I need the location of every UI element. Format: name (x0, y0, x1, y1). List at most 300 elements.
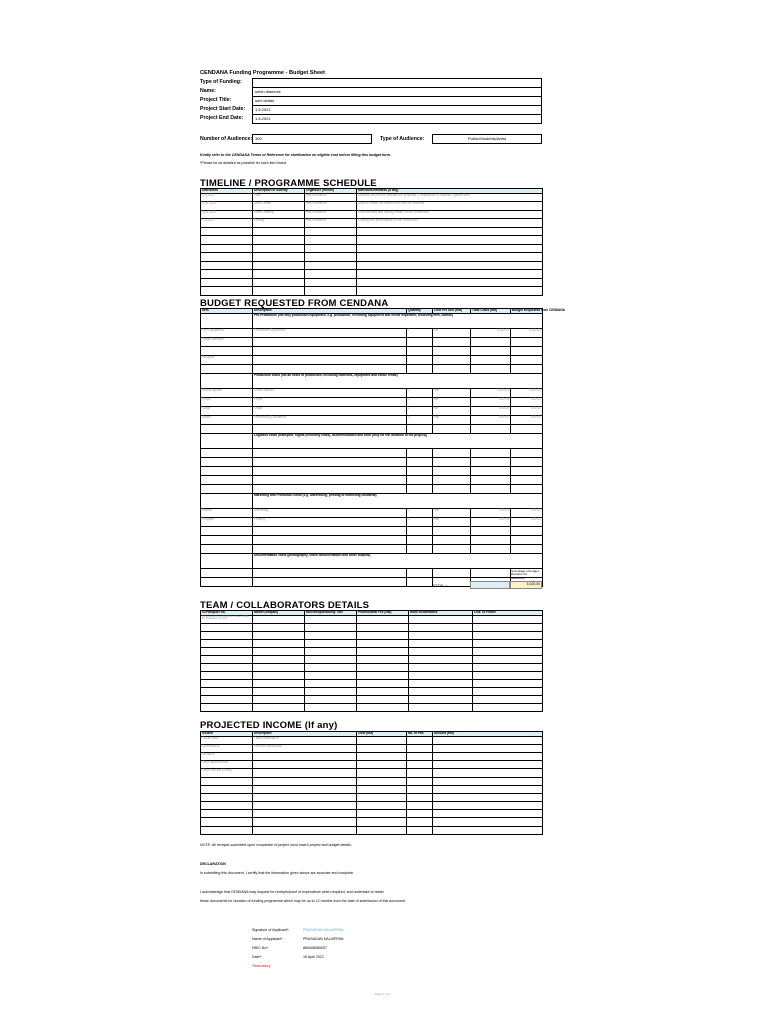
budget-cell[interactable] (471, 535, 511, 544)
team-cell[interactable] (357, 623, 409, 631)
income-cell[interactable]: Sponsorship (201, 744, 253, 752)
budget-cell[interactable] (407, 475, 433, 484)
applicant-name-value[interactable]: PRASADAN KALIAPPAN (303, 937, 344, 941)
budget-cell[interactable] (471, 448, 511, 457)
team-cell[interactable] (357, 695, 409, 703)
team-cell[interactable] (201, 679, 253, 687)
income-cell[interactable] (433, 777, 543, 785)
budget-cell[interactable] (407, 424, 433, 433)
team-cell[interactable] (253, 679, 305, 687)
budget-cell[interactable]: 300.00 (471, 508, 511, 517)
budget-cell[interactable]: 500.00 (511, 406, 543, 415)
budget-cell[interactable] (407, 484, 433, 493)
budget-cell[interactable]: 500.00 (511, 415, 543, 424)
budget-cell[interactable] (201, 466, 253, 475)
income-cell[interactable] (201, 777, 253, 785)
budget-cell[interactable] (511, 448, 543, 457)
budget-cell[interactable]: Props (201, 397, 253, 406)
team-cell[interactable] (305, 639, 357, 647)
team-cell[interactable] (409, 679, 473, 687)
budget-cell[interactable] (253, 544, 407, 553)
income-cell[interactable] (253, 777, 357, 785)
budget-cell[interactable]: 300.00 (471, 517, 511, 526)
budget-cell[interactable] (407, 364, 433, 373)
budget-cell[interactable] (201, 568, 253, 577)
income-cell[interactable] (433, 744, 543, 752)
income-cell[interactable] (201, 793, 253, 801)
budget-cell[interactable]: 500.00 (471, 397, 511, 406)
team-cell[interactable] (357, 647, 409, 655)
budget-cell[interactable] (433, 466, 471, 475)
income-cell[interactable] (253, 793, 357, 801)
income-cell[interactable] (201, 826, 253, 834)
timeline-cell[interactable] (253, 270, 305, 279)
nric-value[interactable]: 860408085007 (303, 946, 327, 950)
team-cell[interactable] (201, 623, 253, 631)
budget-cell[interactable] (471, 364, 511, 373)
team-cell[interactable] (201, 655, 253, 663)
income-cell[interactable] (433, 769, 543, 777)
income-cell[interactable] (201, 802, 253, 810)
team-cell[interactable] (253, 623, 305, 631)
budget-cell[interactable]: 500.00 (471, 406, 511, 415)
timeline-cell[interactable] (253, 278, 305, 287)
budget-cell[interactable] (433, 364, 471, 373)
budget-cell[interactable]: Fee Equipment (201, 328, 253, 337)
team-cell[interactable] (409, 671, 473, 679)
budget-cell[interactable] (407, 448, 433, 457)
budget-cell[interactable]: Space (201, 415, 253, 424)
income-cell[interactable] (407, 777, 433, 785)
budget-cell[interactable] (253, 457, 407, 466)
budget-cell[interactable]: 1,000.00 (471, 328, 511, 337)
budget-cell[interactable] (471, 475, 511, 484)
budget-cell[interactable] (471, 484, 511, 493)
timeline-cell[interactable]: sebin dianenis (305, 193, 357, 202)
income-cell[interactable] (407, 802, 433, 810)
income-cell[interactable] (357, 810, 407, 818)
team-cell[interactable] (305, 687, 357, 695)
timeline-cell[interactable] (253, 261, 305, 270)
budget-cell[interactable]: 1 (407, 328, 433, 337)
budget-cell[interactable] (407, 466, 433, 475)
timeline-cell[interactable] (357, 270, 543, 279)
income-cell[interactable] (357, 802, 407, 810)
budget-cell[interactable] (253, 424, 407, 433)
budget-cell[interactable] (201, 346, 253, 355)
income-cell[interactable] (357, 769, 407, 777)
budget-cell[interactable]: unit (433, 388, 471, 397)
budget-cell[interactable] (253, 337, 407, 346)
budget-cell[interactable]: set (433, 397, 471, 406)
team-cell[interactable] (357, 655, 409, 663)
budget-cell[interactable] (433, 457, 471, 466)
budget-cell[interactable] (433, 475, 471, 484)
budget-cell[interactable] (511, 424, 543, 433)
income-cell[interactable]: Other income (if any) (201, 769, 253, 777)
budget-cell[interactable] (471, 457, 511, 466)
timeline-cell[interactable] (357, 244, 543, 253)
budget-cell[interactable] (253, 466, 407, 475)
timeline-cell[interactable] (357, 287, 543, 296)
budget-cell[interactable] (471, 568, 511, 577)
income-cell[interactable]: Donation (201, 752, 253, 760)
budget-cell[interactable] (511, 364, 543, 373)
income-cell[interactable]: Ticket sales (201, 736, 253, 744)
budget-cell[interactable]: Stage (201, 406, 253, 415)
budget-cell[interactable] (433, 568, 471, 577)
team-cell[interactable] (253, 655, 305, 663)
budget-cell[interactable]: Printing (253, 517, 407, 526)
income-cell[interactable] (433, 802, 543, 810)
timeline-cell[interactable]: 20.6.2021 (201, 210, 253, 219)
budget-cell[interactable] (471, 355, 511, 364)
income-cell[interactable] (357, 785, 407, 793)
budget-cell[interactable]: 1 (407, 388, 433, 397)
income-cell[interactable] (433, 785, 543, 793)
budget-cell[interactable] (511, 466, 543, 475)
income-cell[interactable] (433, 736, 543, 744)
budget-cell[interactable] (201, 424, 253, 433)
timeline-cell[interactable] (253, 227, 305, 236)
income-cell[interactable] (357, 793, 407, 801)
team-cell[interactable] (201, 687, 253, 695)
income-cell[interactable]: Sponsor description (253, 744, 357, 752)
budget-cell[interactable] (433, 424, 471, 433)
income-cell[interactable] (433, 761, 543, 769)
budget-cell[interactable] (253, 346, 407, 355)
budget-cell[interactable] (201, 544, 253, 553)
income-cell[interactable] (407, 736, 433, 744)
team-cell[interactable] (409, 639, 473, 647)
timeline-cell[interactable] (201, 287, 253, 296)
income-cell[interactable] (357, 826, 407, 834)
team-cell[interactable] (357, 615, 409, 623)
budget-cell[interactable]: 300.00 (511, 517, 543, 526)
budget-cell[interactable] (511, 346, 543, 355)
team-cell[interactable] (253, 663, 305, 671)
budget-cell[interactable]: unit (433, 415, 471, 424)
timeline-cell[interactable] (201, 278, 253, 287)
budget-cell[interactable] (253, 364, 407, 373)
budget-cell[interactable]: 1,000.00 (511, 328, 543, 337)
income-cell[interactable]: Ticket description (253, 736, 357, 744)
team-cell[interactable] (473, 663, 543, 671)
income-cell[interactable] (201, 810, 253, 818)
budget-cell[interactable] (471, 337, 511, 346)
team-cell[interactable] (473, 647, 543, 655)
income-cell[interactable]: Other sponsorship (201, 761, 253, 769)
budget-cell[interactable] (433, 355, 471, 364)
income-cell[interactable] (407, 752, 433, 760)
timeline-cell[interactable] (305, 287, 357, 296)
timeline-cell[interactable] (305, 227, 357, 236)
timeline-cell[interactable] (305, 244, 357, 253)
team-cell[interactable] (253, 615, 305, 623)
budget-cell[interactable] (253, 535, 407, 544)
budget-cell[interactable] (407, 337, 433, 346)
budget-cell[interactable]: Stage (253, 406, 407, 415)
team-cell[interactable] (473, 631, 543, 639)
team-cell[interactable]: [If the person is an individual, please include the IC/Passport number] (201, 615, 253, 623)
budget-cell[interactable]: Production Equipment (253, 328, 407, 337)
timeline-cell[interactable]: Start to create the sample and test for outcome (357, 202, 543, 211)
budget-cell[interactable] (201, 577, 253, 586)
budget-cell[interactable] (201, 484, 253, 493)
team-cell[interactable] (253, 639, 305, 647)
team-cell[interactable] (473, 695, 543, 703)
budget-cell[interactable] (511, 337, 543, 346)
budget-cell[interactable] (253, 577, 407, 586)
timeline-cell[interactable] (201, 261, 253, 270)
budget-cell[interactable]: 2,000.00 (511, 388, 543, 397)
budget-cell[interactable] (407, 577, 433, 586)
budget-cell[interactable] (511, 475, 543, 484)
team-cell[interactable] (305, 623, 357, 631)
team-cell[interactable] (473, 703, 543, 711)
income-cell[interactable] (433, 810, 543, 818)
timeline-cell[interactable] (357, 253, 543, 262)
budget-cell[interactable] (253, 355, 407, 364)
timeline-cell[interactable] (253, 236, 305, 245)
timeline-cell[interactable] (305, 253, 357, 262)
budget-cell[interactable] (511, 535, 543, 544)
team-cell[interactable] (357, 663, 409, 671)
team-cell[interactable] (473, 655, 543, 663)
budget-cell[interactable]: 1 (407, 406, 433, 415)
timeline-cell[interactable] (357, 236, 543, 245)
budget-cell[interactable]: Designer (201, 355, 253, 364)
team-cell[interactable] (409, 695, 473, 703)
budget-cell[interactable] (511, 484, 543, 493)
budget-cell[interactable] (407, 544, 433, 553)
income-cell[interactable] (201, 785, 253, 793)
timeline-cell[interactable] (201, 270, 253, 279)
income-cell[interactable] (357, 818, 407, 826)
timeline-cell[interactable]: Plan (253, 193, 305, 202)
timeline-cell[interactable] (253, 244, 305, 253)
team-cell[interactable] (253, 647, 305, 655)
team-cell[interactable] (409, 647, 473, 655)
team-cell[interactable] (253, 671, 305, 679)
budget-cell[interactable]: Sound system (253, 388, 407, 397)
timeline-cell[interactable]: 1.5.2021 (201, 193, 253, 202)
income-cell[interactable] (201, 818, 253, 826)
team-cell[interactable] (409, 687, 473, 695)
budget-cell[interactable] (511, 355, 543, 364)
budget-cell[interactable]: 500.00 (511, 397, 543, 406)
team-cell[interactable] (357, 639, 409, 647)
budget-cell[interactable]: 1 (407, 397, 433, 406)
budget-cell[interactable] (433, 484, 471, 493)
team-cell[interactable] (305, 703, 357, 711)
team-cell[interactable] (201, 663, 253, 671)
income-cell[interactable] (357, 761, 407, 769)
budget-cell[interactable] (511, 457, 543, 466)
team-cell[interactable] (357, 679, 409, 687)
budget-cell[interactable]: unit (433, 517, 471, 526)
budget-cell[interactable]: 300.00 (511, 508, 543, 517)
budget-cell[interactable] (511, 526, 543, 535)
team-cell[interactable] (305, 631, 357, 639)
income-cell[interactable] (407, 769, 433, 777)
income-cell[interactable] (253, 769, 357, 777)
timeline-cell[interactable] (253, 287, 305, 296)
team-cell[interactable] (473, 679, 543, 687)
budget-cell[interactable]: 1 (407, 415, 433, 424)
team-cell[interactable] (253, 687, 305, 695)
team-cell[interactable] (357, 671, 409, 679)
team-cell[interactable] (473, 639, 543, 647)
income-cell[interactable] (433, 752, 543, 760)
timeline-cell[interactable] (305, 236, 357, 245)
team-cell[interactable] (305, 615, 357, 623)
team-cell[interactable] (357, 687, 409, 695)
header-field-input[interactable] (252, 78, 542, 88)
budget-cell[interactable] (201, 448, 253, 457)
team-cell[interactable] (201, 639, 253, 647)
budget-cell[interactable] (471, 424, 511, 433)
timeline-cell[interactable]: Start Creating (253, 210, 305, 219)
timeline-cell[interactable] (305, 270, 357, 279)
team-cell[interactable] (305, 655, 357, 663)
timeline-cell[interactable]: Closing and presentation of the production (357, 219, 543, 228)
team-cell[interactable] (253, 695, 305, 703)
timeline-cell[interactable] (201, 227, 253, 236)
budget-cell[interactable]: 500.00 (471, 415, 511, 424)
income-cell[interactable] (407, 826, 433, 834)
budget-cell[interactable] (407, 457, 433, 466)
budget-cell[interactable] (433, 346, 471, 355)
team-cell[interactable] (473, 671, 543, 679)
team-cell[interactable] (409, 631, 473, 639)
budget-cell[interactable] (407, 568, 433, 577)
timeline-cell[interactable] (357, 261, 543, 270)
budget-cell[interactable] (201, 457, 253, 466)
team-cell[interactable] (305, 679, 357, 687)
budget-cell[interactable]: 1 (407, 517, 433, 526)
timeline-cell[interactable]: 10.5.2021 (201, 202, 253, 211)
team-cell[interactable] (409, 663, 473, 671)
team-cell[interactable] (201, 671, 253, 679)
budget-cell[interactable] (201, 526, 253, 535)
date-value[interactable]: 16 April 2021 (303, 955, 324, 959)
team-cell[interactable] (409, 655, 473, 663)
team-cell[interactable] (409, 615, 473, 623)
income-cell[interactable] (253, 810, 357, 818)
budget-cell[interactable] (253, 568, 407, 577)
team-cell[interactable] (305, 695, 357, 703)
budget-cell[interactable]: 1 (407, 508, 433, 517)
team-cell[interactable] (201, 695, 253, 703)
header-field-input[interactable]: seni lantas (252, 97, 542, 106)
signature-value[interactable]: PRASADAN KALIAPPAN (303, 928, 344, 932)
income-cell[interactable] (407, 793, 433, 801)
budget-cell[interactable]: Stage Manager (201, 337, 253, 346)
income-cell[interactable] (407, 761, 433, 769)
income-cell[interactable] (407, 810, 433, 818)
budget-cell[interactable] (407, 346, 433, 355)
budget-cell[interactable]: unit (433, 508, 471, 517)
budget-cell[interactable] (253, 475, 407, 484)
timeline-cell[interactable]: Ending (253, 219, 305, 228)
team-cell[interactable] (357, 631, 409, 639)
budget-cell[interactable] (407, 526, 433, 535)
income-cell[interactable] (253, 818, 357, 826)
team-cell[interactable] (409, 703, 473, 711)
budget-cell[interactable]: Performing & audience (253, 415, 407, 424)
timeline-cell[interactable]: sebin dianenis (305, 210, 357, 219)
budget-cell[interactable]: set (433, 406, 471, 415)
timeline-cell[interactable]: sebin dianenis (305, 219, 357, 228)
team-cell[interactable] (253, 703, 305, 711)
header-field-input[interactable]: sebin dianenis (252, 88, 542, 97)
timeline-cell[interactable]: Start Create (253, 202, 305, 211)
budget-cell[interactable] (253, 448, 407, 457)
budget-cell[interactable] (471, 526, 511, 535)
timeline-cell[interactable] (201, 253, 253, 262)
team-cell[interactable] (473, 623, 543, 631)
budget-cell[interactable] (433, 526, 471, 535)
budget-cell[interactable] (201, 535, 253, 544)
budget-cell[interactable]: Banner (201, 508, 253, 517)
team-cell[interactable] (305, 671, 357, 679)
budget-cell[interactable] (471, 466, 511, 475)
budget-cell[interactable]: Program (201, 517, 253, 526)
income-cell[interactable] (357, 744, 407, 752)
income-cell[interactable] (357, 752, 407, 760)
team-cell[interactable] (473, 687, 543, 695)
budget-cell[interactable]: 2,000.00 (471, 388, 511, 397)
income-cell[interactable] (253, 802, 357, 810)
timeline-cell[interactable]: Start creating and testing create for the production (357, 210, 543, 219)
budget-cell[interactable] (253, 484, 407, 493)
budget-cell[interactable] (433, 337, 471, 346)
budget-cell[interactable] (471, 346, 511, 355)
timeline-cell[interactable]: sebin dianenis (305, 202, 357, 211)
income-cell[interactable] (253, 752, 357, 760)
budget-cell[interactable] (433, 544, 471, 553)
timeline-cell[interactable] (305, 278, 357, 287)
timeline-cell[interactable] (357, 278, 543, 287)
budget-cell[interactable]: Sound system (201, 388, 253, 397)
timeline-cell[interactable]: 1.8.2021 (201, 219, 253, 228)
timeline-cell[interactable] (357, 227, 543, 236)
income-cell[interactable] (357, 777, 407, 785)
budget-cell[interactable] (471, 544, 511, 553)
timeline-cell[interactable]: Discuss the job and prepare the proposal / Preparation of material / gather item (357, 193, 543, 202)
budget-cell[interactable] (407, 355, 433, 364)
team-cell[interactable] (201, 703, 253, 711)
income-cell[interactable] (433, 818, 543, 826)
timeline-cell[interactable] (201, 236, 253, 245)
team-cell[interactable] (409, 623, 473, 631)
income-cell[interactable] (253, 826, 357, 834)
budget-cell[interactable] (201, 364, 253, 373)
budget-cell[interactable]: Marketing (253, 508, 407, 517)
header-field-input[interactable]: 1.5.2021 (252, 106, 542, 115)
income-cell[interactable] (253, 785, 357, 793)
income-cell[interactable] (357, 736, 407, 744)
team-cell[interactable] (357, 703, 409, 711)
budget-cell[interactable] (253, 526, 407, 535)
timeline-cell[interactable] (253, 253, 305, 262)
team-cell[interactable] (201, 647, 253, 655)
audience-number-field[interactable]: 300 (252, 134, 372, 144)
budget-cell[interactable] (433, 448, 471, 457)
budget-cell[interactable] (511, 544, 543, 553)
budget-cell[interactable] (407, 535, 433, 544)
